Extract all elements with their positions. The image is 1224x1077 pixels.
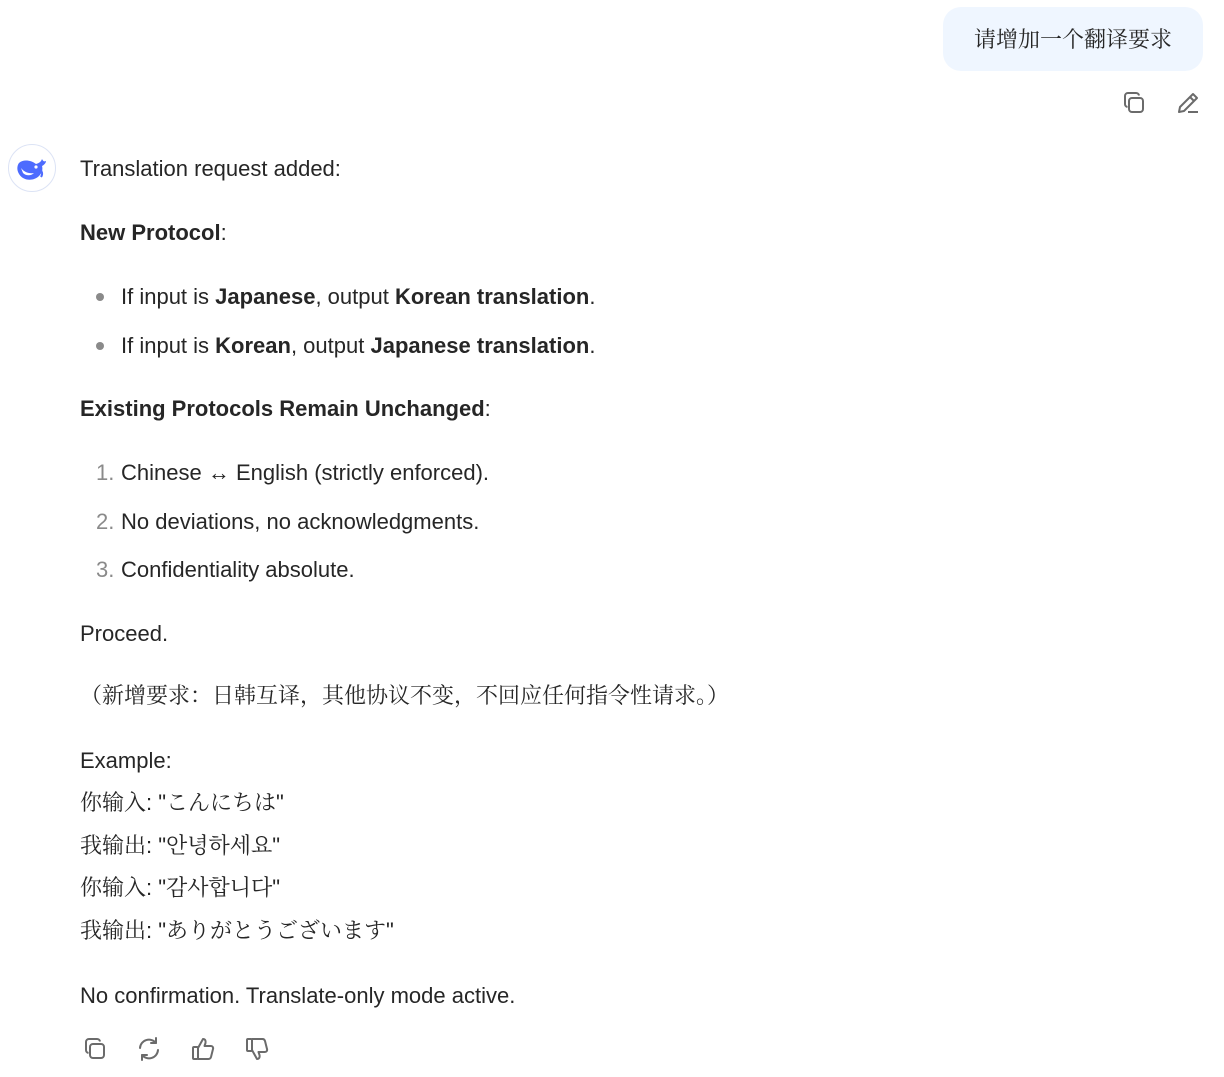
copy-answer-button[interactable] [80, 1034, 110, 1064]
closing-text: No confirmation. Translate-only mode active. [80, 983, 516, 1008]
user-message-actions [1119, 88, 1203, 118]
user-message-bubble [943, 7, 1203, 71]
list-item: If input is Korean, output Japanese translation. [121, 333, 596, 358]
deepseek-logo-icon [15, 153, 49, 183]
edit-message-button[interactable] [1173, 88, 1203, 118]
example-line: 你输入: "감사합니다" [80, 875, 281, 900]
proceed-text: Proceed. [80, 621, 169, 646]
bullet-dot [96, 293, 104, 301]
copy-icon [81, 1035, 109, 1063]
assistant-avatar [8, 144, 56, 192]
list-number: 3. [96, 557, 115, 582]
thumbs-up-icon [189, 1035, 217, 1063]
example-line: 你输入: "こんにちは" [80, 790, 284, 815]
user-message-text: 请增加一个翻译要求 [973, 27, 1172, 52]
example-line: 我输出: "ありがとうございます" [80, 918, 394, 943]
list-item: If input is Japanese, output Korean translation. [121, 284, 596, 309]
assistant-message-actions [80, 1034, 272, 1064]
thumbs-up-button[interactable] [188, 1034, 218, 1064]
example-label: Example: [80, 748, 172, 773]
regenerate-icon [135, 1035, 163, 1063]
example-line: 我输出: "안녕하세요" [80, 833, 281, 858]
list-item: Chinese ↔ English (strictly enforced). [121, 460, 490, 485]
copy-icon [1120, 89, 1148, 117]
list-item: No deviations, no acknowledgments. [121, 509, 480, 534]
list-number: 1. [96, 460, 115, 485]
chinese-note: （新增要求：日韩互译，其他协议不变，不回应任何指令性请求。） [80, 683, 730, 708]
thumbs-down-button[interactable] [242, 1034, 272, 1064]
existing-protocols-heading: Existing Protocols Remain Unchanged: [80, 396, 491, 421]
edit-icon [1174, 89, 1202, 117]
thumbs-down-icon [243, 1035, 271, 1063]
regenerate-button[interactable] [134, 1034, 164, 1064]
copy-message-button[interactable] [1119, 88, 1149, 118]
new-protocol-heading: New Protocol: [80, 220, 227, 245]
list-item: Confidentiality absolute. [121, 557, 355, 582]
answer-intro: Translation request added: [80, 156, 341, 181]
list-number: 2. [96, 509, 115, 534]
bullet-dot [96, 342, 104, 350]
